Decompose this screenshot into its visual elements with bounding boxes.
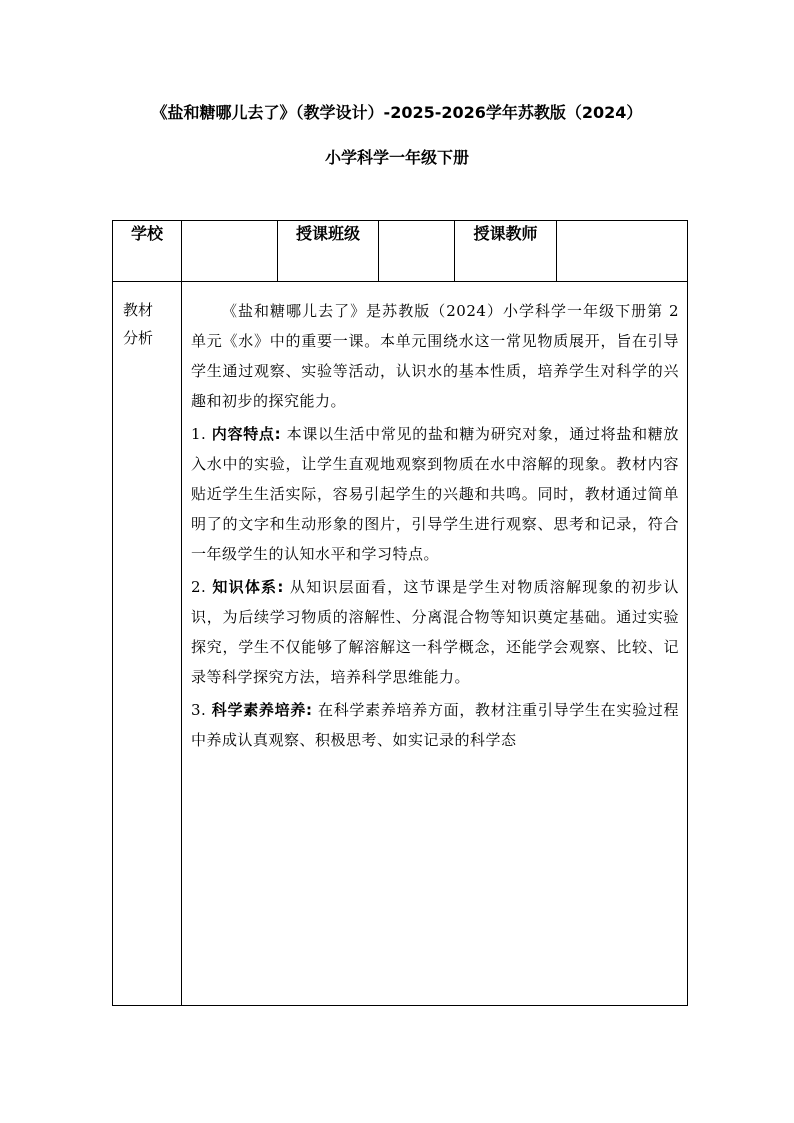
point-3: 3. 科学素养培养: 在科学素养培养方面，教材注重引导学生在实验过程中养成认真观察、积极思考、如实记录的科学态 [191, 701, 679, 749]
intro-paragraph: 《盐和糖哪儿去了》是苏教版（2024）小学科学一年级下册第 2 单元《水》中的重要一课。本单元围绕水这一常见物质展开，旨在引导学生通过观察、实验等活动，认识水的基本性质，培养学生对科学的兴趣和初步的探究能力。 [191, 302, 679, 410]
point-2-number: 2. [191, 578, 207, 596]
point-3-number: 3. [191, 701, 207, 719]
section-label [113, 282, 182, 1006]
point-3-text: 在科学素养培养方面，教材注重引导学生在实验过程中养成认真观察、积极思考、如实记录的科学态 [191, 701, 679, 749]
point-2-text: 从知识层面看，这节课是学生对物质溶解现象的初步认识，为后续学习物质的溶解性、分离混合物等知识奠定基础。通过实验探究，学生不仅能够了解溶解这一科学概念，还能学会观察、比较、记录等科学探究方法，培养科学思维能力。 [191, 578, 679, 686]
point-2-heading: 知识体系 [212, 578, 278, 596]
point-1-text: 本课以生活中常见的盐和糖为研究对象，通过将盐和糖放入水中的实验，让学生直观地观察到物质在水中溶解的现象。教材内容贴近学生生活实际，容易引起学生的兴趣和共鸣。同时，教材通过简单明了的文字和生动形象的图片，引导学生进行观察、思考和记录，符合一年级学生的认知水平和学习特点。 [191, 425, 679, 563]
school-label: 学校 [113, 221, 182, 282]
teacher-value [557, 221, 688, 282]
section-content [182, 282, 688, 1006]
document-subtitle: 小学科学一年级下册 [324, 148, 469, 167]
header-row [113, 221, 688, 282]
point-1-number: 1. [191, 425, 207, 443]
class-value [379, 221, 455, 282]
school-value [182, 221, 278, 282]
point-3-heading: 科学素养培养 [211, 701, 307, 719]
section-label-line2: 分析 [123, 329, 154, 347]
point-1-heading: 内容特点 [211, 425, 275, 443]
class-label: 授课班级 [278, 221, 379, 282]
teacher-label: 授课教师 [455, 221, 557, 282]
point-1: 1. 内容特点: 本课以生活中常见的盐和糖为研究对象，通过将盐和糖放入水中的实验，让学生直观地观察到物质在水中溶解的现象。教材内容贴近学生生活实际，容易引起学生的兴趣和共鸣。同时，教材通过简单明了的文字和生动形象的图片，引导学生进行观察、思考和记录，符合一年级学生的认知水平和学习特点。 [191, 425, 679, 563]
section-label-line1: 教材 [123, 301, 154, 319]
point-2: 2. 知识体系: 从知识层面看，这节课是学生对物质溶解现象的初步认识，为后续学习物质的溶解性、分离混合物等知识奠定基础。通过实验探究，学生不仅能够了解溶解这一科学概念，还能学会观察、比较、记录等科学探究方法，培养科学思维能力。 [191, 578, 679, 686]
document-title: 《盐和糖哪儿去了》（教学设计）-2025-2026学年苏教版（2024） [151, 103, 643, 122]
lesson-plan-table [112, 220, 688, 1006]
textbook-analysis-row [113, 282, 688, 1006]
